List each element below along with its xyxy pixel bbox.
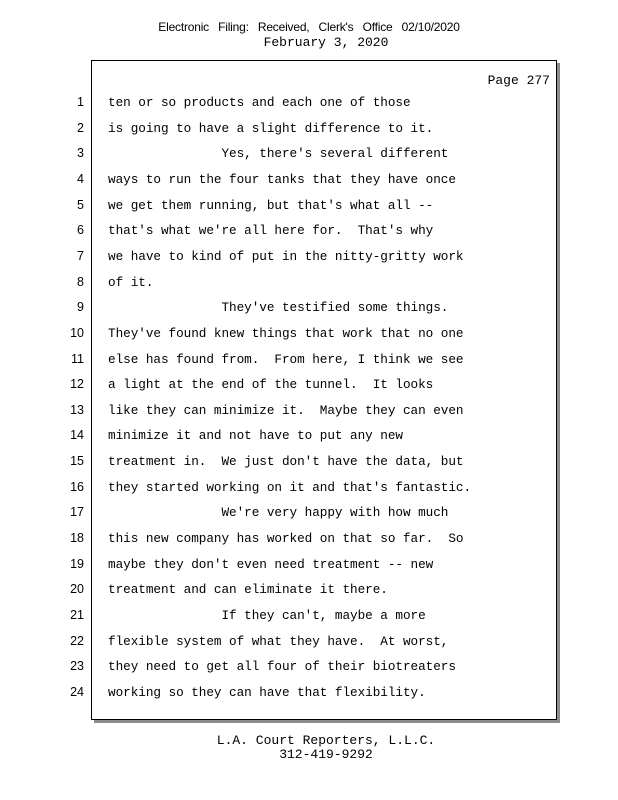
- transcript-line-text: we get them running, but that's what all --: [108, 198, 434, 213]
- transcript-line-text: treatment and can eliminate it there.: [108, 582, 388, 597]
- transcript-line-text: ways to run the four tanks that they have once: [108, 172, 456, 187]
- line-number: 22: [70, 634, 84, 648]
- transcript-line-text: treatment in. We just don't have the data, but: [108, 454, 464, 469]
- line-number: 21: [70, 608, 84, 622]
- line-number: 20: [70, 582, 84, 596]
- filing-stamp: Electronic Filing: Received, Clerk's Office 02/10/2020: [158, 20, 460, 34]
- line-number: 1: [77, 95, 84, 109]
- footer-company: L.A. Court Reporters, L.L.C.: [216, 733, 436, 748]
- line-number: 10: [70, 326, 84, 340]
- line-number: 19: [70, 557, 84, 571]
- line-number: 12: [70, 377, 84, 391]
- line-number: 15: [70, 454, 84, 468]
- line-number: 3: [77, 146, 84, 160]
- transcript-line-text: they started working on it and that's fantastic.: [108, 480, 472, 495]
- transcript-line-text: maybe they don't even need treatment -- new: [108, 557, 434, 572]
- transcript-line-text: else has found from. From here, I think we see: [108, 352, 464, 367]
- transcript-line-text: that's what we're all here for. That's why: [108, 223, 434, 238]
- transcript-line-text: working so they can have that flexibility.: [108, 685, 426, 700]
- line-number: 18: [70, 531, 84, 545]
- transcript-line-text: ten or so products and each one of those: [108, 95, 411, 110]
- transcript-line-text: is going to have a slight difference to it.: [108, 121, 434, 136]
- line-number: 14: [70, 428, 84, 442]
- transcript-line-text: minimize it and not have to put any new: [108, 428, 403, 443]
- transcript-line-text: of it.: [108, 275, 154, 290]
- transcript-line-text: They've found knew things that work that no one: [108, 326, 464, 341]
- line-number: 16: [70, 480, 84, 494]
- transcript-line-text: like they can minimize it. Maybe they can even: [108, 403, 464, 418]
- transcript-line-text: they need to get all four of their biotreaters: [108, 659, 456, 674]
- transcript-date: February 3, 2020: [263, 35, 389, 50]
- line-number: 9: [77, 300, 84, 314]
- transcript-line-text: Yes, there's several different: [108, 146, 449, 161]
- line-number: 7: [77, 249, 84, 263]
- line-number: 8: [77, 275, 84, 289]
- line-number: 2: [77, 121, 84, 135]
- footer-phone: 312-419-9292: [279, 747, 373, 762]
- line-number: 4: [77, 172, 84, 186]
- transcript-line-text: If they can't, maybe a more: [108, 608, 426, 623]
- transcript-line-text: we have to kind of put in the nitty-gritty work: [108, 249, 464, 264]
- line-number: 24: [70, 685, 84, 699]
- line-number: 17: [70, 505, 84, 519]
- transcript-line-text: They've testified some things.: [108, 300, 449, 315]
- page-number: Page 277: [487, 73, 550, 88]
- transcript-line-text: a light at the end of the tunnel. It looks: [108, 377, 434, 392]
- transcript-line-text: flexible system of what they have. At worst,: [108, 634, 449, 649]
- transcript-line-text: We're very happy with how much: [108, 505, 449, 520]
- transcript-line-text: this new company has worked on that so far. So: [108, 531, 464, 546]
- line-number: 13: [70, 403, 84, 417]
- line-number: 11: [71, 352, 84, 366]
- line-number: 23: [70, 659, 84, 673]
- line-number: 6: [77, 223, 84, 237]
- line-number: 5: [77, 198, 84, 212]
